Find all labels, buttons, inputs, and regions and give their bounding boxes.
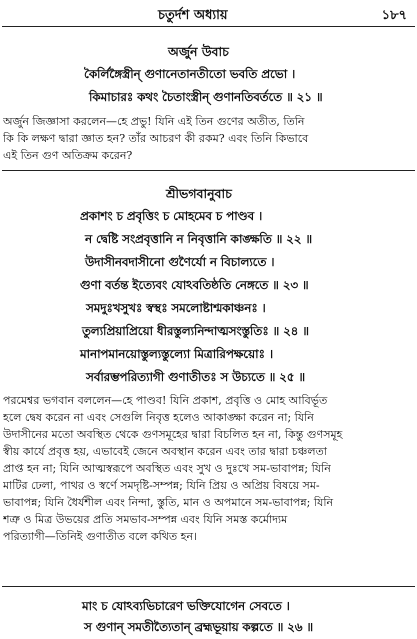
translation-line: পরিত্যাগী—তিনিই গুণাতীত বলে কথিত হন। bbox=[3, 530, 197, 543]
translation-line: প্রাপ্ত হন না; যিনি আত্মস্বরূপে অবস্থিত এবং সুখ ও দুঃখে সম-ভাবাপন্ন; যিনি bbox=[3, 462, 331, 475]
verse-line: তুল্যপ্রিয়াপ্রিয়ো ধীরস্তুল্যনিন্দাত্মসংস্তুতিঃ ॥ ২৪ ॥ bbox=[82, 324, 309, 338]
chapter-title: চতুর্দশ অধ্যায় bbox=[158, 8, 228, 23]
translation-line: মাটির ঢেলা, পাথর ও স্বর্ণে সমদৃষ্টি-সম্পন্ন; যিনি প্রিয় ও অপ্রিয় বিষয়ে সম- bbox=[3, 479, 320, 492]
header-rule bbox=[2, 26, 415, 27]
verse-line: কৈর্লিঙ্গৈস্ত্রীন্ গুণানেতানতীতো ভবতি প্রভো । bbox=[84, 67, 296, 81]
verse-line: ন দ্বেষ্টি সংপ্রবৃত্তানি ন নিবৃত্তানি কাঙ্ক্ষতি ॥ ২২ ॥ bbox=[85, 232, 312, 246]
translation-line: হলে দ্বেষ করেন না এবং সেগুলি নিবৃত্ত হলেও আকাঙ্ক্ষা করেন না; যিনি bbox=[3, 411, 314, 424]
section-rule bbox=[2, 586, 415, 587]
translation-line: অর্জুন জিজ্ঞাসা করলেন—হে প্রভু! যিনি এই তিন গুণের অতীত, তিনি bbox=[3, 115, 305, 128]
verse-line: স গুণান্ সমতীত্যৈতান্ ব্রহ্মভূয়ায় কল্পতে ॥ ২৬ ॥ bbox=[84, 620, 313, 634]
verse-line: উদাসীনবদাসীনো গুণৈর্যো ন বিচাল্যতে । bbox=[85, 255, 275, 269]
translation-line: উদাসীনের মতো অবস্থিত থেকে গুণসমূহের দ্বারা বিচলিত হন না, কিন্তু গুণসমূহ bbox=[3, 428, 343, 441]
page-number: ১৮৭ bbox=[381, 8, 407, 23]
verse-line: গুণা বর্তন্ত ইত্যেবং যোঽবতিষ্ঠতি নেঙ্গতে ॥ ২৩ ॥ bbox=[80, 278, 309, 292]
translation-line: পরমেশ্বর ভগবান বললেন—হে পাণ্ডব! যিনি প্রকাশ, প্রবৃত্তি ও মোহ আবির্ভূত bbox=[3, 394, 328, 407]
verse-line: মাং চ যোঽব্যভিচারেণ ভক্তিযোগেন সেবতে । bbox=[82, 599, 290, 613]
verse-line: সর্বারম্ভপরিত্যাগী গুণাতীতঃ স উচ্যতে ॥ ২৫ ॥ bbox=[86, 370, 305, 384]
verse-line: সমদুঃখসুখঃ স্বস্থঃ সমলোষ্টাশ্মকাঞ্চনঃ । bbox=[86, 301, 266, 315]
verse-line: কিমাচারঃ কথং চৈতাংস্ত্রীন্ গুণানতিবর্ততে ॥ ২১ ॥ bbox=[89, 90, 323, 104]
translation-paragraph bbox=[3, 113, 413, 164]
translation-line: এই তিন গুণ অতিক্রম করেন? bbox=[3, 149, 133, 162]
translation-paragraph bbox=[3, 392, 413, 545]
speaker-bhagavan: শ্রীভগবানুবাচ bbox=[166, 186, 232, 201]
section-rule bbox=[2, 170, 415, 171]
translation-line: শত্রু ও মিত্র উভয়ের প্রতি সমভাব-সম্পন্ন এবং যিনি সমস্ত কর্মোদ্যম bbox=[3, 513, 288, 526]
verse-line: মানাপমানয়োস্তুল্যস্তুল্যো মিত্রারিপক্ষয়োঃ । bbox=[80, 347, 273, 361]
speaker-arjuna: অর্জুন উবাচ bbox=[168, 44, 229, 59]
translation-line: কি কি লক্ষণ দ্বারা জ্ঞাত হন? তাঁর আচরণ কী রকম? এবং তিনি কিভাবে bbox=[3, 132, 309, 145]
translation-line: ভাবাপন্ন; যিনি ধৈর্যশীল এবং নিন্দা, স্তুতি, মান ও অপমানে সম-ভাবাপন্ন; যিনি bbox=[3, 496, 334, 509]
verse-line: প্রকাশং চ প্রবৃত্তিং চ মোহমেব চ পাণ্ডব । bbox=[80, 209, 263, 223]
translation-line: স্বীয় কার্যে প্রবৃত্ত হয়, এভাবেই জেনে অবস্থান করেন এবং তার দ্বারা চঞ্চলতা bbox=[3, 445, 327, 458]
